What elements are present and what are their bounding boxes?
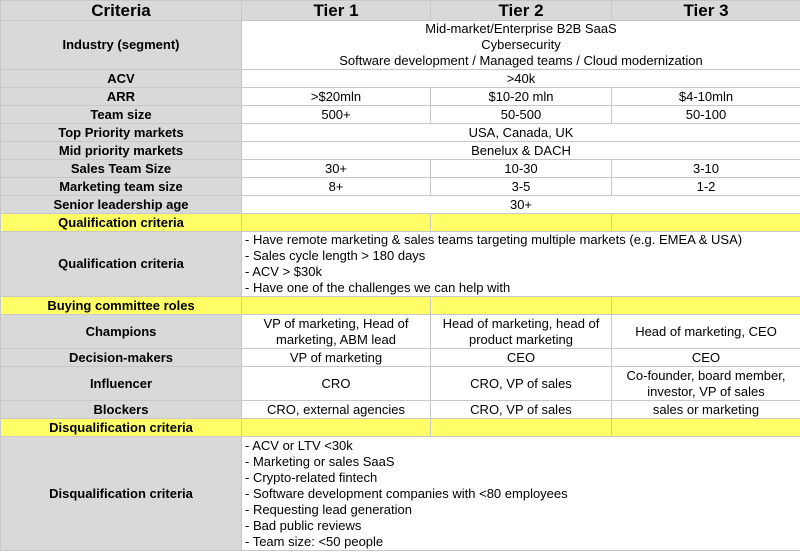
label-decision-makers[interactable]: Decision-makers <box>1 349 242 367</box>
row-qualification <box>1 232 800 297</box>
influencer-tier-3-line: investor, VP of sales <box>647 383 765 399</box>
decision-makers-tier-1[interactable]: VP of marketing <box>242 349 431 367</box>
label-disqualification[interactable]: Disqualification criteria <box>1 437 242 551</box>
industry-line: Software development / Managed teams / Cloud modernization <box>339 53 703 68</box>
section-cell[interactable] <box>242 419 431 437</box>
champions-tier-3[interactable]: Head of marketing, CEO <box>612 315 800 349</box>
row-decision-makers <box>1 349 800 367</box>
section-cell[interactable] <box>242 214 431 232</box>
label-sales-team[interactable]: Sales Team Size <box>1 160 242 178</box>
value-disqualification[interactable] <box>242 437 800 551</box>
influencer-tier-3[interactable] <box>612 367 800 401</box>
section-cell[interactable] <box>431 297 612 315</box>
sales-team-tier-3[interactable]: 3-10 <box>612 160 800 178</box>
row-influencer <box>1 367 800 401</box>
header-criteria[interactable]: Criteria <box>1 1 242 21</box>
disqualification-line: - Bad public reviews <box>245 517 362 533</box>
disqualification-line: - Team size: <50 people <box>245 533 384 549</box>
team-size-tier-2[interactable]: 50-500 <box>431 106 612 124</box>
disqualification-line: - Crypto-related fintech <box>245 469 378 485</box>
disqualification-line: - ACV or LTV <30k <box>245 437 353 453</box>
label-qualification[interactable]: Qualification criteria <box>1 232 242 297</box>
header-row <box>1 1 800 21</box>
label-arr[interactable]: ARR <box>1 88 242 106</box>
team-size-tier-3[interactable]: 50-100 <box>612 106 800 124</box>
label-top-markets[interactable]: Top Priority markets <box>1 124 242 142</box>
label-champions[interactable]: Champions <box>1 315 242 349</box>
section-buying-committee <box>1 297 800 315</box>
decision-makers-tier-2[interactable]: CEO <box>431 349 612 367</box>
label-acv[interactable]: ACV <box>1 70 242 88</box>
champions-tier-2-line: product marketing <box>468 331 574 347</box>
row-marketing-team <box>1 178 800 196</box>
row-acv <box>1 70 800 88</box>
label-leadership-age[interactable]: Senior leadership age <box>1 196 242 214</box>
arr-tier-3[interactable]: $4-10mln <box>612 88 800 106</box>
row-leadership-age <box>1 196 800 214</box>
section-disqualification <box>1 419 800 437</box>
value-leadership-age[interactable]: 30+ <box>242 196 800 214</box>
row-arr <box>1 88 800 106</box>
section-cell[interactable] <box>431 419 612 437</box>
row-champions <box>1 315 800 349</box>
section-disqualification-label[interactable]: Disqualification criteria <box>1 419 242 437</box>
row-team-size <box>1 106 800 124</box>
industry-line: Mid-market/Enterprise B2B SaaS <box>425 21 617 36</box>
row-blockers <box>1 401 800 419</box>
qualification-line: - Sales cycle length > 180 days <box>245 248 426 263</box>
label-influencer[interactable]: Influencer <box>1 367 242 401</box>
marketing-team-tier-2[interactable]: 3-5 <box>431 178 612 196</box>
section-cell[interactable] <box>242 297 431 315</box>
section-cell[interactable] <box>431 214 612 232</box>
value-acv[interactable]: >40k <box>242 70 800 88</box>
section-qualification-label[interactable]: Qualification criteria <box>1 214 242 232</box>
label-team-size[interactable]: Team size <box>1 106 242 124</box>
marketing-team-tier-3[interactable]: 1-2 <box>612 178 800 196</box>
row-sales-team <box>1 160 800 178</box>
label-marketing-team[interactable]: Marketing team size <box>1 178 242 196</box>
value-industry[interactable] <box>242 21 800 70</box>
blockers-tier-2[interactable]: CRO, VP of sales <box>431 401 612 419</box>
section-cell[interactable] <box>612 297 800 315</box>
influencer-tier-1[interactable]: CRO <box>242 367 431 401</box>
row-mid-markets <box>1 142 800 160</box>
label-industry[interactable]: Industry (segment) <box>1 21 242 70</box>
influencer-tier-3-line: Co-founder, board member, <box>626 367 786 383</box>
qualification-line: - Have one of the challenges we can help with <box>245 280 511 295</box>
header-tier-2[interactable]: Tier 2 <box>431 1 612 21</box>
header-tier-1[interactable]: Tier 1 <box>242 1 431 21</box>
arr-tier-1[interactable]: >$20mln <box>242 88 431 106</box>
influencer-tier-2[interactable]: CRO, VP of sales <box>431 367 612 401</box>
label-blockers[interactable]: Blockers <box>1 401 242 419</box>
header-tier-3[interactable]: Tier 3 <box>612 1 800 21</box>
row-industry <box>1 21 800 70</box>
blockers-tier-1[interactable]: CRO, external agencies <box>242 401 431 419</box>
team-size-tier-1[interactable]: 500+ <box>242 106 431 124</box>
marketing-team-tier-1[interactable]: 8+ <box>242 178 431 196</box>
disqualification-line: - Marketing or sales SaaS <box>245 453 395 469</box>
champions-tier-1-line: marketing, ABM lead <box>276 331 396 347</box>
value-mid-markets[interactable]: Benelux & DACH <box>242 142 800 160</box>
value-top-markets[interactable]: USA, Canada, UK <box>242 124 800 142</box>
champions-tier-2-line: Head of marketing, head of <box>442 315 600 331</box>
industry-line: Cybersecurity <box>481 37 561 52</box>
row-disqualification <box>1 437 800 551</box>
blockers-tier-3[interactable]: sales or marketing <box>612 401 800 419</box>
disqualification-line: - Requesting lead generation <box>245 501 412 517</box>
champions-tier-2[interactable] <box>431 315 612 349</box>
label-mid-markets[interactable]: Mid priority markets <box>1 142 242 160</box>
section-cell[interactable] <box>612 419 800 437</box>
sales-team-tier-1[interactable]: 30+ <box>242 160 431 178</box>
qualification-line: - Have remote marketing & sales teams targeting multiple markets (e.g. EMEA & USA) <box>245 232 743 247</box>
section-cell[interactable] <box>612 214 800 232</box>
champions-tier-1-line: VP of marketing, Head of <box>263 315 409 331</box>
arr-tier-2[interactable]: $10-20 mln <box>431 88 612 106</box>
disqualification-line: - Software development companies with <80 employees <box>245 485 568 501</box>
decision-makers-tier-3[interactable]: CEO <box>612 349 800 367</box>
row-top-markets <box>1 124 800 142</box>
section-qualification <box>1 214 800 232</box>
champions-tier-1[interactable] <box>242 315 431 349</box>
section-buying-label[interactable]: Buying committee roles <box>1 297 242 315</box>
qualification-line: - ACV > $30k <box>245 264 322 279</box>
sales-team-tier-2[interactable]: 10-30 <box>431 160 612 178</box>
value-qualification[interactable] <box>242 232 800 297</box>
